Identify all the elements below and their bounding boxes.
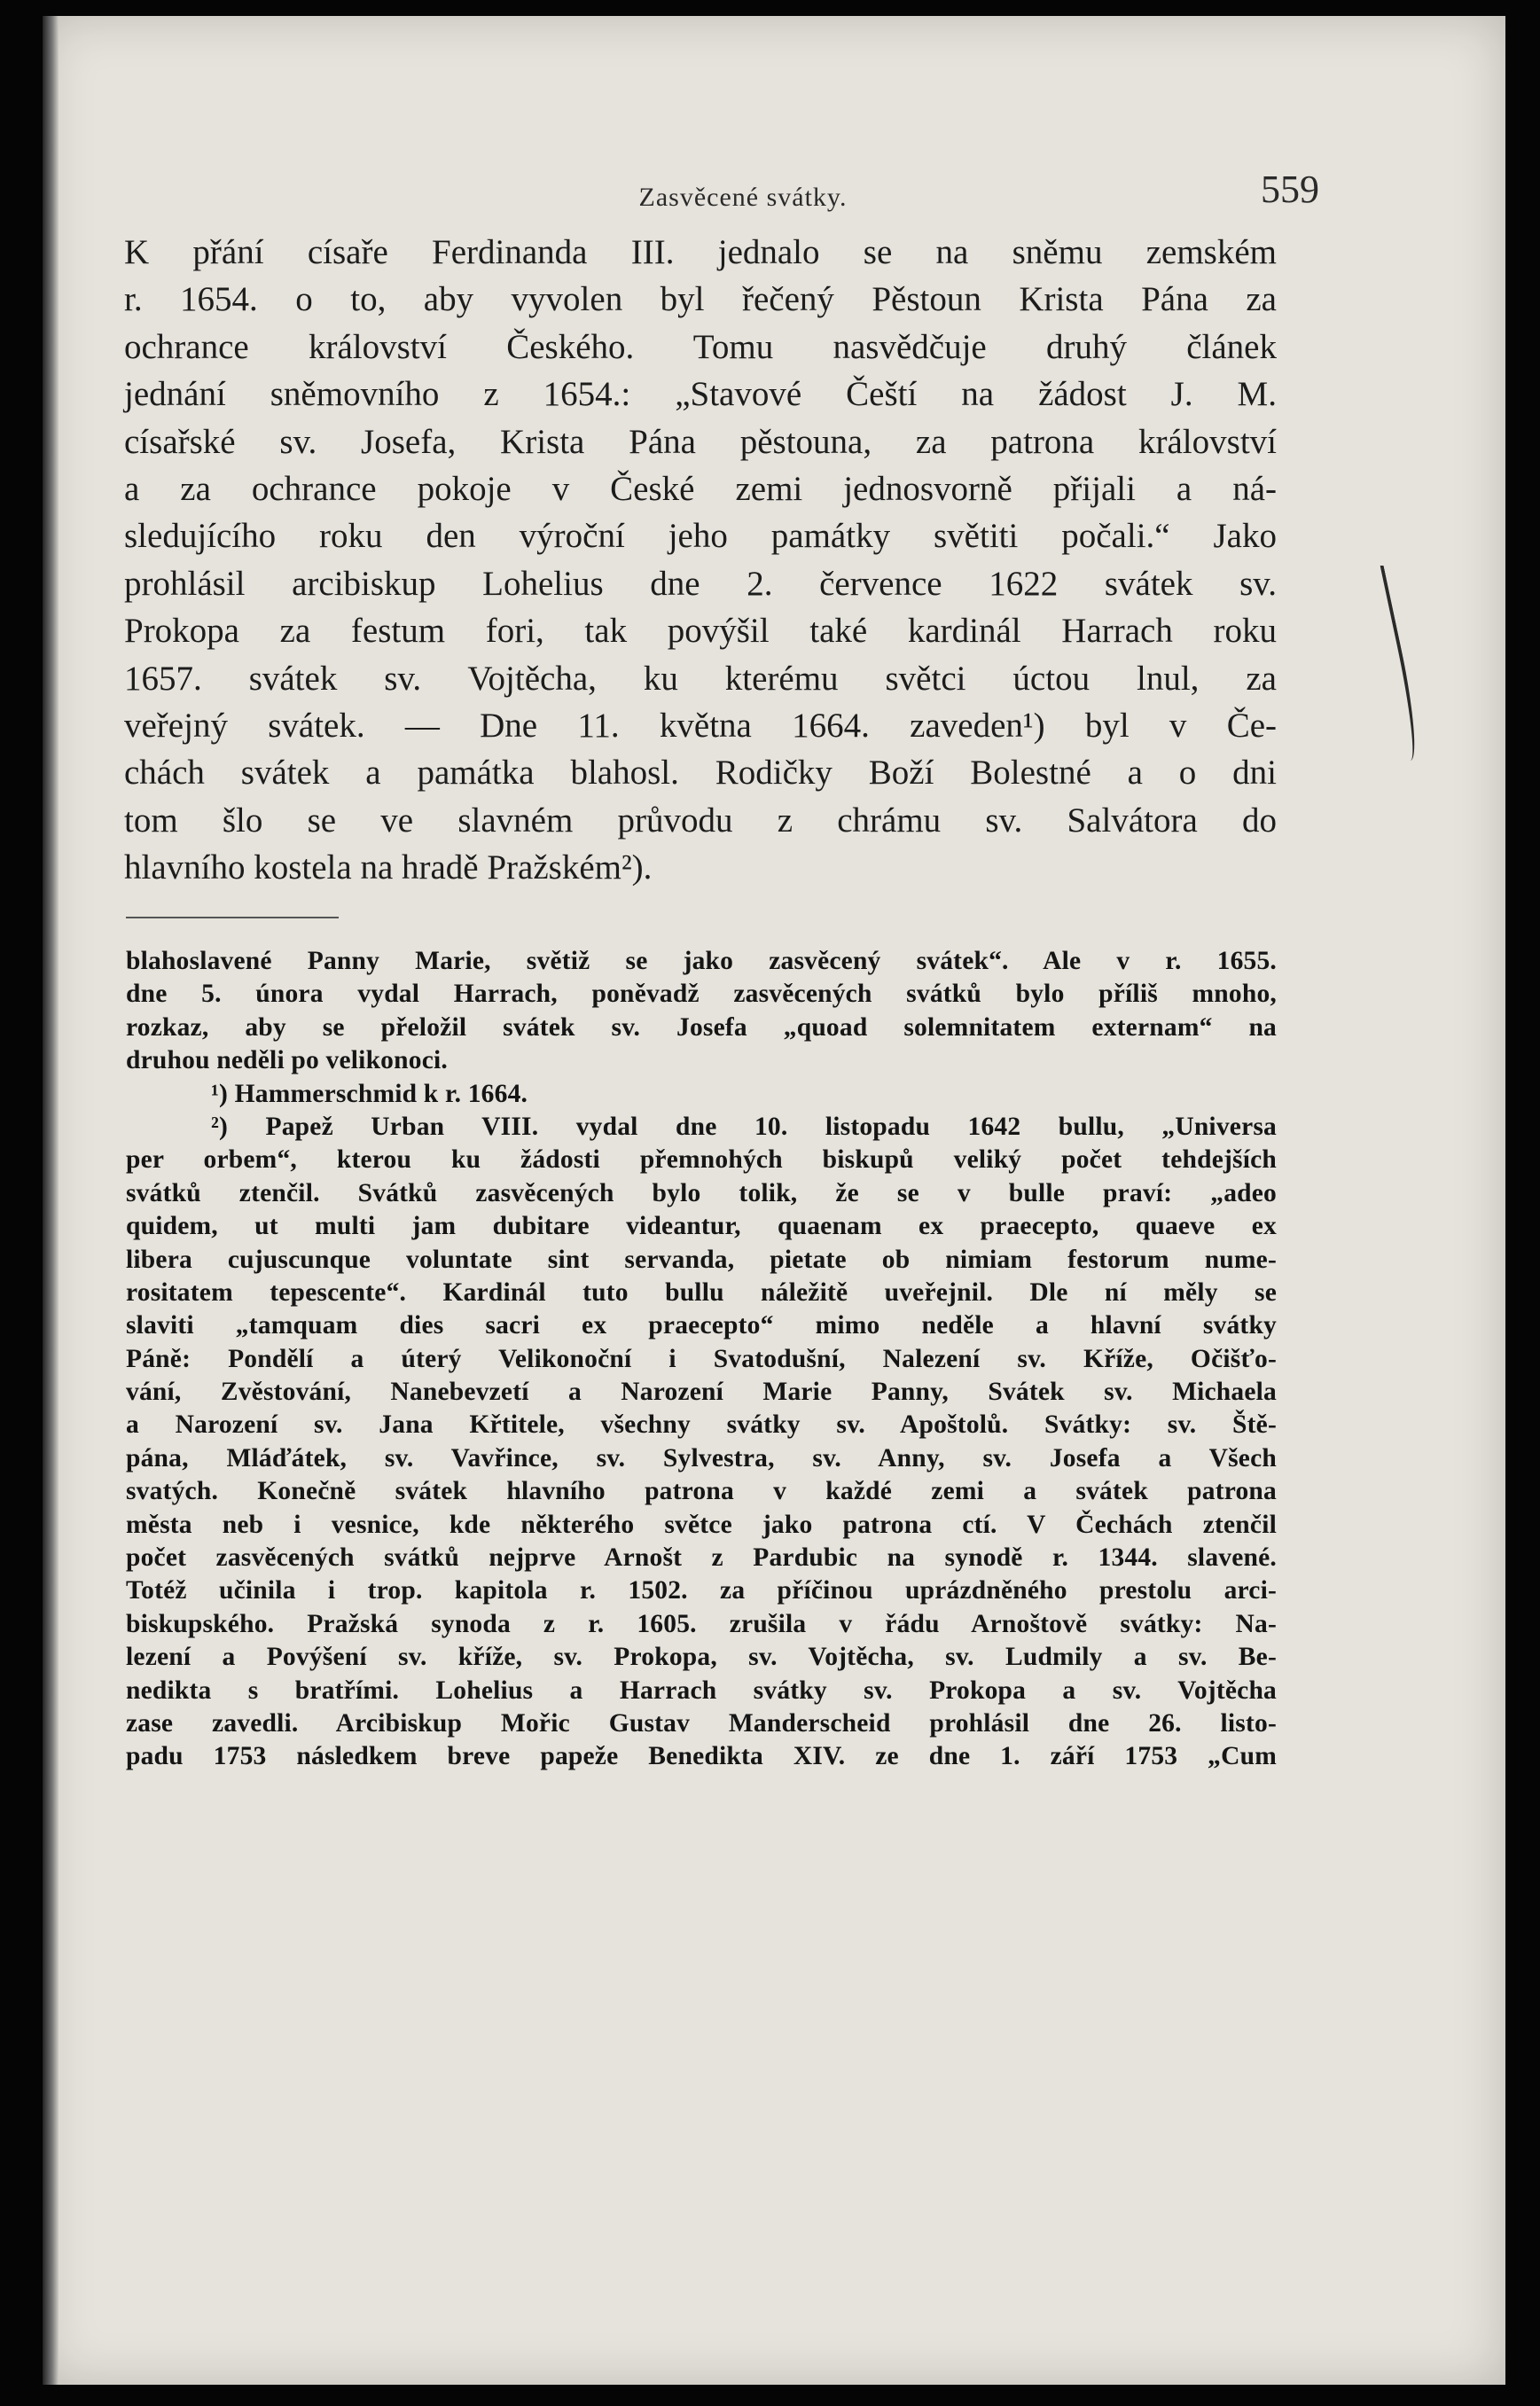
footnote-line: per orbem“, kterou ku žádosti přemnohých biskupů veliký počet tehdejších [126,1145,1277,1175]
text-line: císařské sv. Josefa, Krista Pána pěstouna, za patrona království [124,422,1277,461]
text-line: sledujícího roku den výroční jeho památky světiti počali.“ Jako [124,517,1277,556]
book-spine-shadow [43,16,59,2385]
footnote-line: svatých. Konečně svátek hlavního patrona v každé zemi a svátek patrona [126,1477,1277,1506]
footnote-2: ²) Papež Urban VIII. vydal dne 10. listopadu 1642 bullu, „Universa [211,1112,1277,1141]
footnote-line: lezení a Povýšení sv. kříže, sv. Prokopa, sv. Vojtěcha, sv. Ludmily a sv. Be- [126,1643,1277,1672]
footnote-line: Páně: Pondělí a úterý Velikonoční i Svatodušní, Nalezení sv. Kříže, Očišťo- [126,1344,1277,1373]
text-line: Prokopa za festum fori, tak povýšil také kardinál Harrach roku [124,612,1277,651]
text-line: 1657. svátek sv. Vojtěcha, ku kterému světci úctou lnul, za [124,659,1277,698]
page-header [167,167,1319,220]
footnote-separator [126,917,339,918]
footnote-line: svátků ztenčil. Svátků zasvěcených bylo tolik, že se v bulle praví: „adeo [126,1178,1277,1207]
footnote-line: rozkaz, aby se přeložil svátek sv. Josefa „quoad solemnitatem externam“ na [126,1012,1277,1042]
text-line: jednání sněmovního z 1654.: „Stavové Čeští na žádost J. M. [124,375,1277,414]
footnote-line: quidem, ut multi jam dubitare videantur, quaenam ex praecepto, quaeve ex [126,1212,1277,1241]
page-number: 559 [1261,168,1319,211]
main-text [124,229,1277,891]
text-line: veřejný svátek. — Dne 11. května 1664. zaveden¹) byl v Če- [124,706,1277,745]
text-line: chách svátek a památka blahosl. Rodičky Boží Bolestné a o dni [124,754,1277,793]
footnote-line: počet zasvěcených svátků nejprve Arnošt z Pardubic na synodě r. 1344. slavené. [126,1543,1277,1573]
footnote-line: druhou neděli po velikonoci. [126,1046,448,1075]
margin-pencil-mark [1359,566,1426,761]
footnote-line: Totéž učinila i trop. kapitola r. 1502. za příčinou uprázdněného prestolu arci- [126,1576,1277,1605]
footnote-line: zase zavedli. Arcibiskup Mořic Gustav Manderscheid prohlásil dne 26. listo- [126,1708,1277,1738]
footnotes [126,945,1277,1774]
text-line: a za ochrance pokoje v České zemi jednosvorně přijali a ná- [124,469,1277,508]
text-line: hlavního kostela na hradě Pražském²). [124,848,653,887]
footnote-line: nedikta s bratřími. Lohelius a Harrach svátky sv. Prokopa a sv. Vojtěcha [126,1676,1277,1705]
text-line: prohlásil arcibiskup Lohelius dne 2. července 1622 svátek sv. [124,564,1277,603]
footnote-line: dne 5. února vydal Harrach, poněvadž zasvěcených svátků bylo příliš mnoho, [126,980,1277,1009]
footnote-line: slaviti „tamquam dies sacri ex praecepto“ mimo neděle a hlavní svátky [126,1311,1277,1340]
footnote-line: a Narození sv. Jana Křtitele, všechny svátky sv. Apoštolů. Svátky: sv. Ště- [126,1410,1277,1440]
footnote-line: rositatem tepescente“. Kardinál tuto bullu náležitě uveřejnil. Dle ní měly se [126,1277,1277,1307]
footnote-line: biskupského. Pražská synoda z r. 1605. zrušila v řádu Arnoštově svátky: Na- [126,1609,1277,1638]
text-line: ochrance království Českého. Tomu nasvědčuje druhý článek [124,327,1277,366]
text-line: K přání císaře Ferdinanda III. jednalo se na sněmu zemském [124,233,1277,271]
footnote-line: pána, Mláďátek, sv. Vavřince, sv. Sylvestra, sv. Anny, sv. Josefa a Všech [126,1443,1277,1473]
footnote-line: města neb i vesnice, kde některého světce jako patrona ctí. V Čechách ztenčil [126,1510,1277,1539]
footnote-line: padu 1753 následkem breve papeže Benedikta XIV. ze dne 1. září 1753 „Cum [126,1742,1277,1771]
footnote-line: blahoslavené Panny Marie, světiž se jako zasvěcený svátek“. Ale v r. 1655. [126,947,1277,975]
text-line: r. 1654. o to, aby vyvolen byl řečený Pěstoun Krista Pána za [124,280,1277,319]
text-line: tom šlo se ve slavném průvodu z chrámu sv. Salvátora do [124,801,1277,840]
running-head: Zasvěcené svátky. [638,183,848,212]
footnote-line: vání, Zvěstování, Nanebevzetí a Narození Marie Panny, Svátek sv. Michaela [126,1378,1277,1407]
footnote-line: libera cujuscunque voluntate sint servanda, pietate ob nimiam festorum nume- [126,1245,1277,1274]
footnote-1: ¹) Hammerschmid k r. 1664. [211,1079,528,1108]
